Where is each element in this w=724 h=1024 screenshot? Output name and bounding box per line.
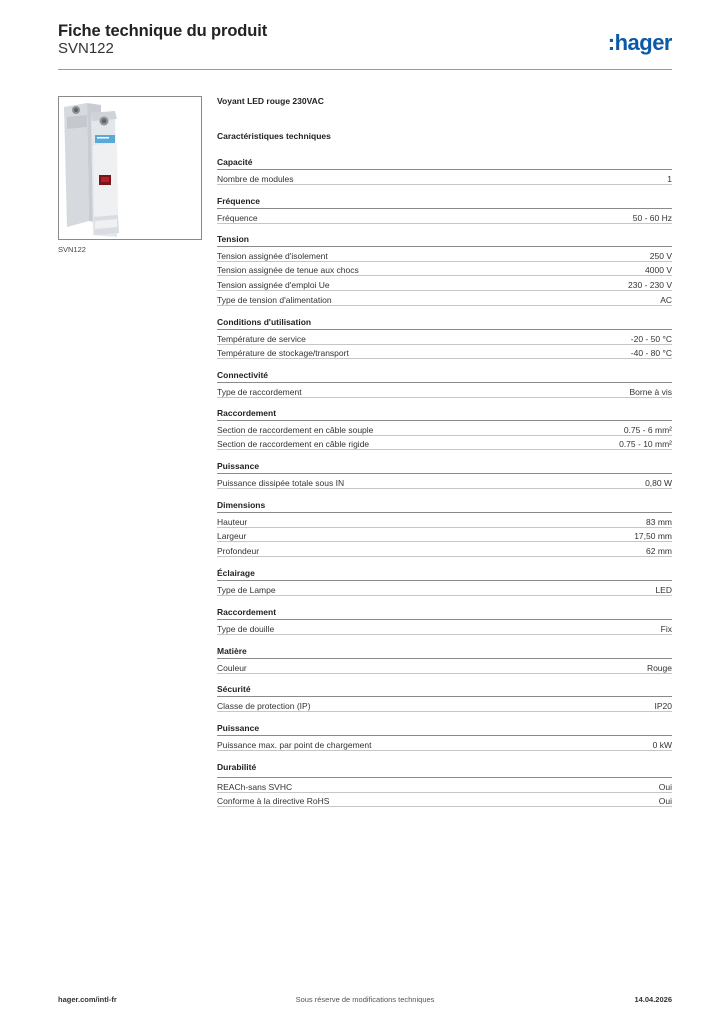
spec-value: 4000 V [645, 265, 672, 276]
spec-label: Type de raccordement [217, 386, 302, 397]
product-name: Voyant LED rouge 230VAC [217, 96, 324, 106]
spec-row [217, 513, 672, 528]
spec-row [217, 528, 672, 543]
spec-label: Nombre de modules [217, 173, 294, 184]
spec-value: Rouge [646, 662, 672, 673]
spec-value: Oui [658, 796, 672, 807]
section-title: Puissance [217, 460, 672, 474]
spec-section-matiere [217, 645, 672, 674]
spec-value: Fix [660, 623, 672, 634]
spec-value: -20 - 50 °C [630, 333, 672, 344]
document-title: Fiche technique du produit [58, 22, 268, 40]
spec-label: Tension assignée d'emploi Ue [217, 280, 330, 291]
spec-row [217, 697, 672, 712]
spec-label: Puissance max. par point de chargement [217, 739, 372, 750]
spec-label: Tension assignée d'isolement [217, 250, 328, 261]
section-title: Raccordement [217, 606, 672, 620]
spec-value: AC [660, 294, 672, 305]
spec-label: Classe de protection (IP) [217, 700, 311, 711]
section-title: Durabilité [217, 761, 672, 778]
spec-row [217, 170, 672, 185]
section-title: Fréquence [217, 195, 672, 209]
spec-label: Largeur [217, 531, 247, 542]
spec-row [217, 793, 672, 808]
spec-value: 0 kW [652, 739, 672, 750]
spec-row [217, 736, 672, 751]
spec-row [217, 581, 672, 596]
spec-label: Profondeur [217, 546, 260, 557]
spec-section-tension [217, 233, 672, 306]
spec-section-dimensions [217, 499, 672, 557]
page-header [58, 22, 672, 70]
spec-section-eclairage [217, 567, 672, 596]
footer-website-link[interactable]: hager.com/intl-fr [58, 995, 117, 1004]
technical-characteristics-heading: Caractéristiques techniques [217, 131, 331, 141]
footer-notice: Sous réserve de modifications techniques [295, 995, 435, 1004]
spec-label: Puissance dissipée totale sous IN [217, 477, 345, 488]
spec-label: Température de stockage/transport [217, 348, 349, 359]
spec-label: Section de raccordement en câble rigide [217, 439, 370, 450]
spec-section-puissance-max [217, 722, 672, 751]
section-title: Connectivité [217, 369, 672, 383]
spec-value: 250 V [649, 250, 672, 261]
spec-section-durabilite [217, 761, 672, 807]
spec-label: Type de Lampe [217, 584, 276, 595]
spec-label: Couleur [217, 662, 247, 673]
spec-value: 1 [667, 173, 672, 184]
svg-text::hager: :hager [607, 30, 672, 55]
product-image [58, 96, 202, 240]
section-title: Raccordement [217, 407, 672, 421]
spec-value: 62 mm [646, 546, 672, 557]
spec-value: 230 - 230 V [628, 280, 672, 291]
spec-row [217, 209, 672, 224]
section-title: Éclairage [217, 567, 672, 581]
section-title: Puissance [217, 722, 672, 736]
spec-value: 50 - 60 Hz [632, 212, 672, 223]
spec-section-frequence [217, 195, 672, 224]
spec-value: LED [655, 584, 672, 595]
spec-row [217, 778, 672, 793]
spec-row [217, 436, 672, 451]
spec-row [217, 474, 672, 489]
spec-row [217, 383, 672, 398]
section-title: Tension [217, 233, 672, 247]
spec-value: -40 - 80 °C [630, 348, 672, 359]
image-caption: SVN122 [58, 245, 86, 254]
spec-row [217, 276, 672, 291]
spec-label: Conforme à la directive RoHS [217, 796, 330, 807]
spec-label: Type de douille [217, 623, 275, 634]
spec-section-connectivite [217, 369, 672, 398]
spec-row [217, 345, 672, 360]
spec-label: Fréquence [217, 212, 258, 223]
spec-label: REACh-sans SVHC [217, 781, 293, 792]
page-footer [58, 995, 672, 1009]
spec-value: 17,50 mm [634, 531, 672, 542]
spec-row [217, 659, 672, 674]
section-title: Capacité [217, 156, 672, 170]
product-reference: SVN122 [58, 40, 114, 57]
spec-value: 0,80 W [645, 477, 672, 488]
section-title: Matière [217, 645, 672, 659]
spec-section-conditions [217, 316, 672, 359]
spec-value: Oui [658, 781, 672, 792]
spec-section-capacite [217, 156, 672, 185]
spec-section-puissance [217, 460, 672, 489]
spec-row [217, 291, 672, 306]
spec-row [217, 421, 672, 436]
section-title: Conditions d'utilisation [217, 316, 672, 330]
modular-indicator-illustration [59, 97, 202, 240]
spec-row [217, 262, 672, 277]
spec-label: Type de tension d'alimentation [217, 294, 332, 305]
spec-section-raccordement [217, 407, 672, 450]
spec-label: Tension assignée de tenue aux chocs [217, 265, 359, 276]
spec-row [217, 247, 672, 262]
spec-label: Section de raccordement en câble souple [217, 424, 374, 435]
spec-section-securite [217, 683, 672, 712]
spec-label: Température de service [217, 333, 306, 344]
section-title: Dimensions [217, 499, 672, 513]
spec-row [217, 620, 672, 635]
footer-date: 14.04.2026 [634, 995, 672, 1004]
spec-row [217, 330, 672, 345]
spec-value: 0.75 - 6 mm² [623, 424, 672, 435]
section-title: Sécurité [217, 683, 672, 697]
spec-value: Borne à vis [629, 386, 672, 397]
spec-value: 0.75 - 10 mm² [619, 439, 672, 450]
spec-section-raccordement-douille [217, 606, 672, 635]
hager-logo [592, 30, 672, 56]
spec-value: 83 mm [646, 516, 672, 527]
spec-value: IP20 [654, 700, 672, 711]
spec-label: Hauteur [217, 516, 248, 527]
spec-row [217, 542, 672, 557]
